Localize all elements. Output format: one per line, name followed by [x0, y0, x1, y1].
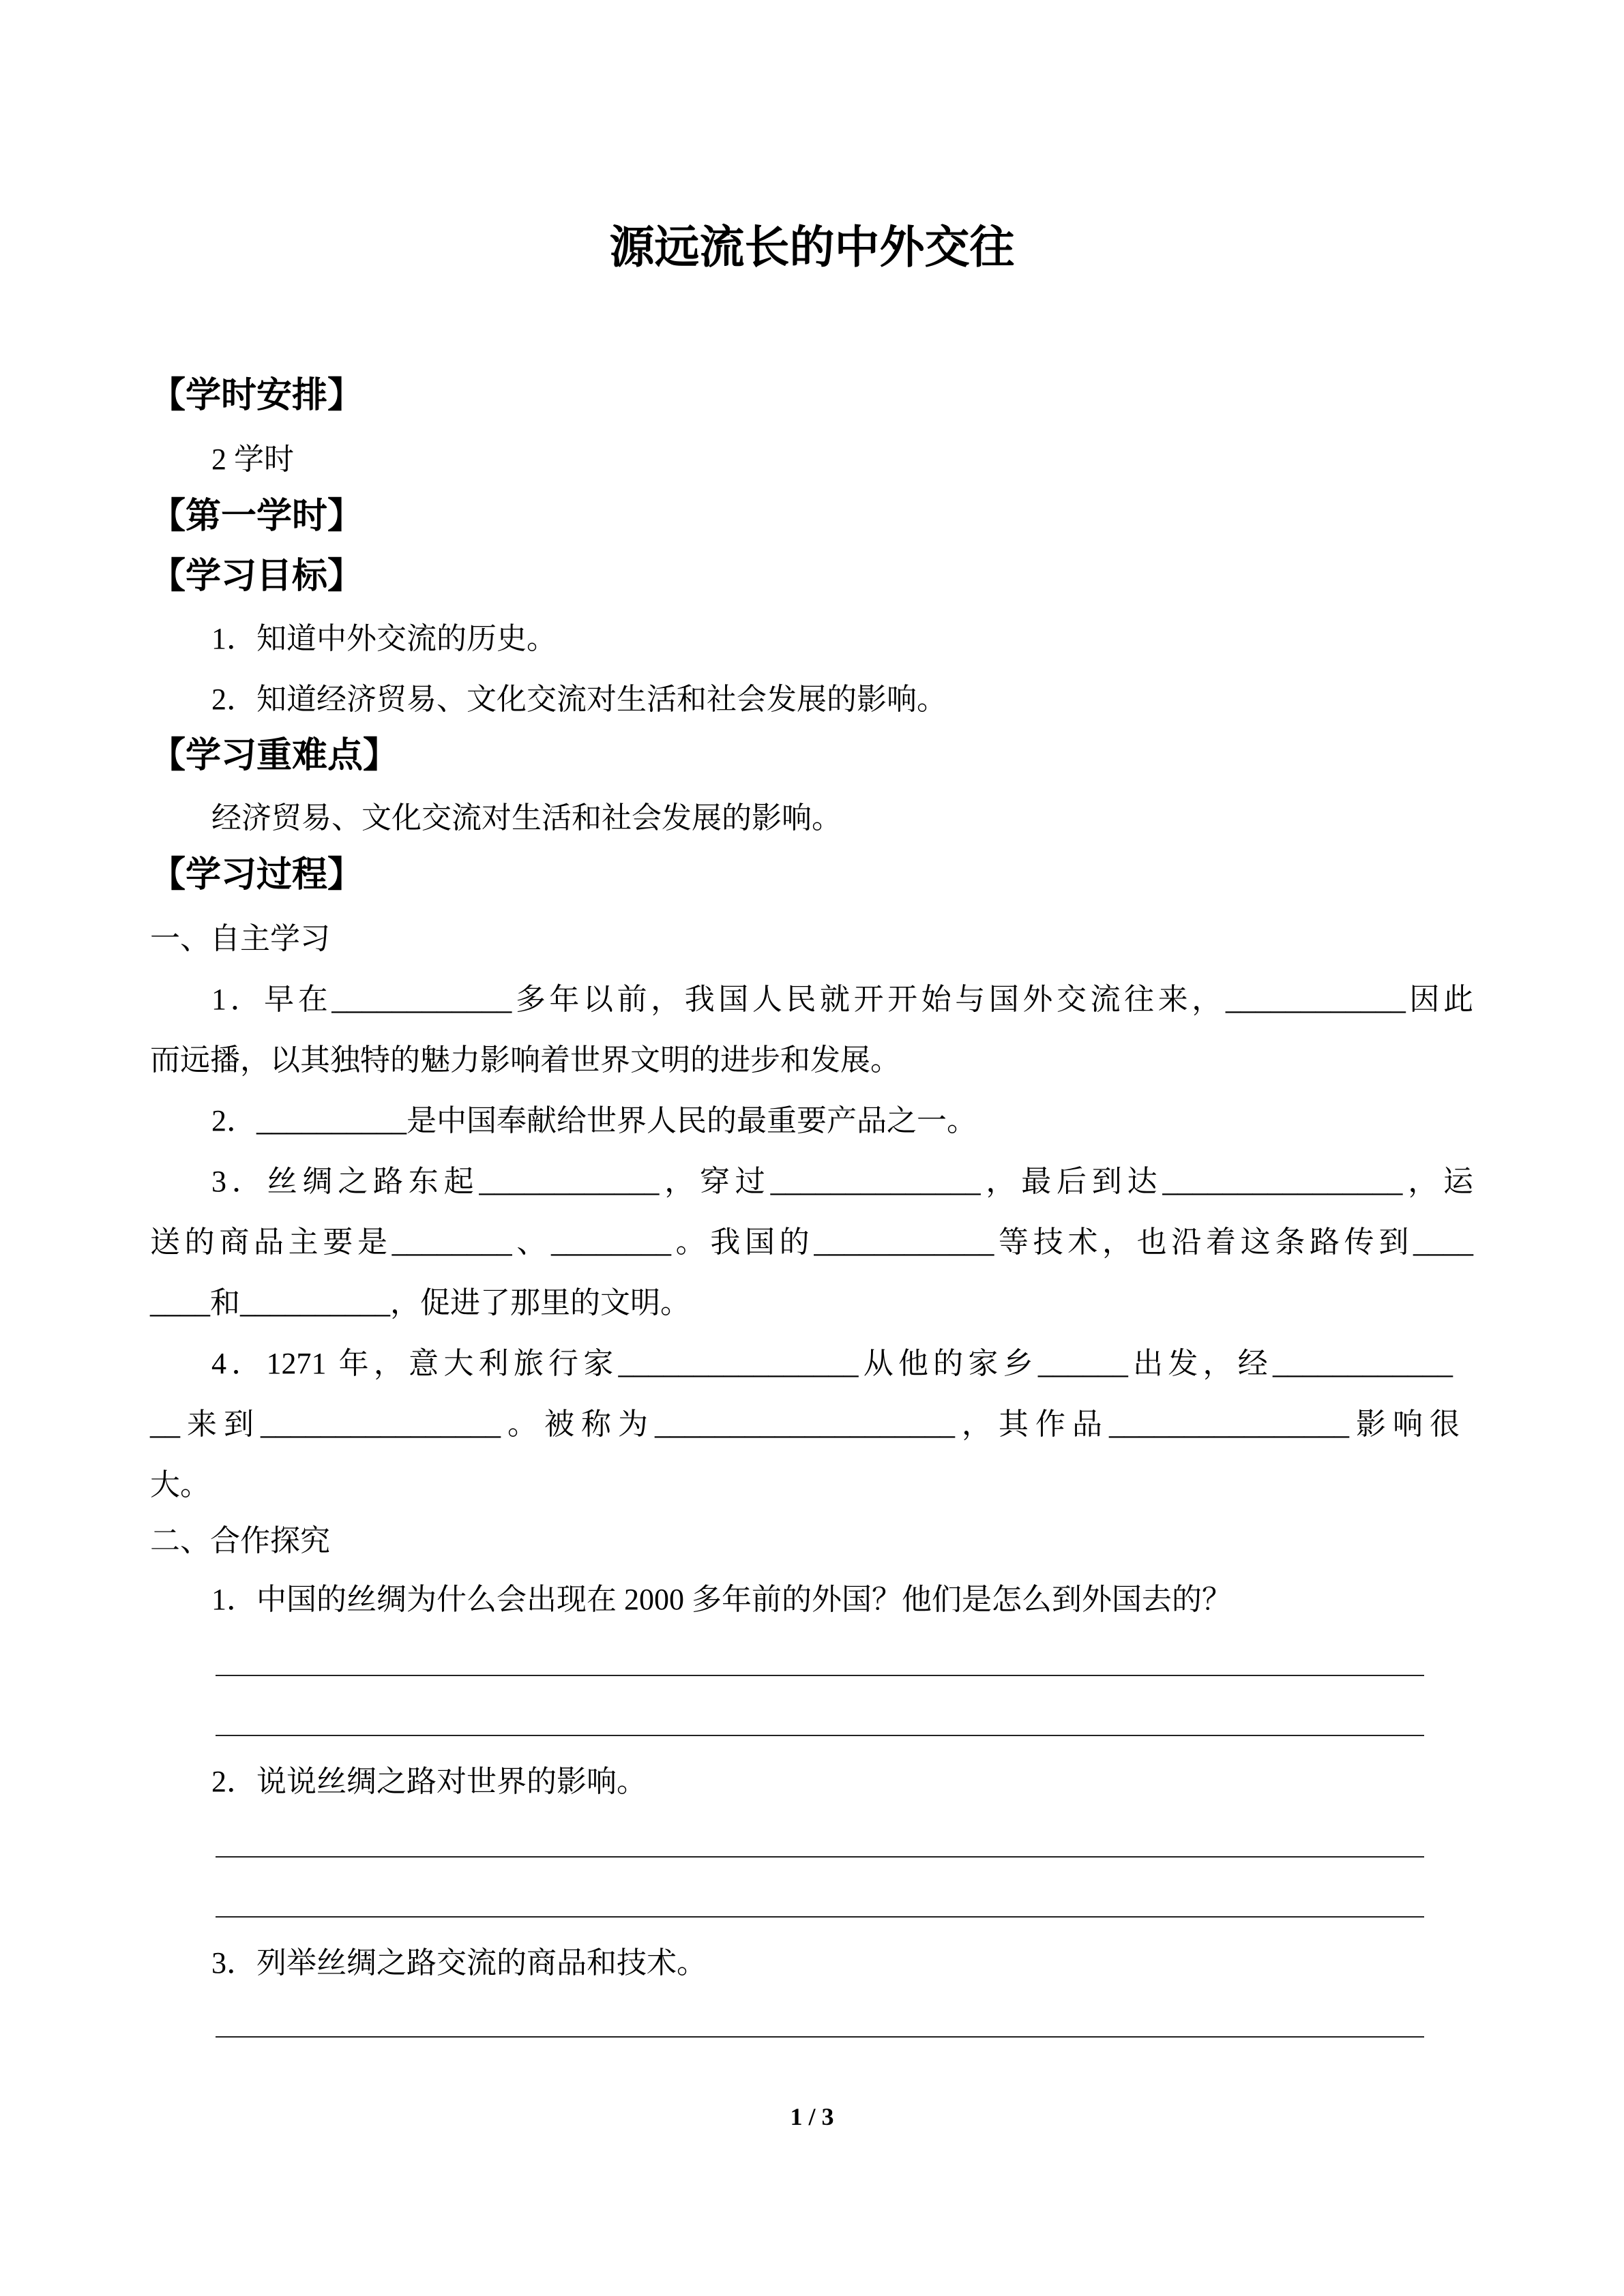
question-1-line-2: 而远播，以其独特的魅力影响着世界文明的进步和发展。	[150, 1043, 900, 1077]
question-3-line-3: ____和__________，促进了那里的文明。	[150, 1286, 690, 1320]
question-4-line-3: 大。	[150, 1468, 210, 1502]
cooperative-question-3: 3．列举丝绸之路交流的商品和技术。	[211, 1946, 707, 1980]
schedule-heading: 【学时安排】	[150, 375, 364, 416]
answer-line[interactable]	[216, 2036, 1424, 2038]
question-4-line-2: __来到________________。被称为____________________，其作品________________影响很	[150, 1407, 1460, 1441]
question-1-line-1: 1．早在____________多年以前，我国人民就开开始与国外交流往来，____________因此	[211, 983, 1473, 1016]
first-period-heading: 【第一学时】	[150, 496, 364, 537]
page-number: 1 / 3	[790, 2103, 834, 2130]
keypoints-heading: 【学习重难点】	[150, 735, 399, 776]
question-3-line-1: 3．丝绸之路东起____________，穿过______________，最后到达________________，运	[211, 1165, 1473, 1198]
goals-heading: 【学习目标】	[150, 556, 364, 597]
answer-line[interactable]	[216, 1675, 1424, 1676]
process-heading: 【学习过程】	[150, 854, 364, 895]
question-3-line-2: 送的商品主要是________、________。我国的____________等技术，也沿着这条路传到____	[150, 1225, 1473, 1259]
cooperative-title: 二、合作探究	[150, 1524, 330, 1557]
keypoints-text: 经济贸易、文化交流对生活和社会发展的影响。	[211, 801, 842, 835]
answer-line[interactable]	[216, 1856, 1424, 1858]
question-4-line-1: 4．1271 年，意大利旅行家________________从他的家乡______出发，经____________	[211, 1347, 1453, 1380]
schedule-text: 2 学时	[211, 443, 294, 476]
cooperative-question-1: 1．中国的丝绸为什么会出现在 2000 多年前的外国？他们是怎么到外国去的？	[211, 1583, 1232, 1616]
answer-line[interactable]	[216, 1916, 1424, 1918]
cooperative-question-2: 2．说说丝绸之路对世界的影响。	[211, 1765, 647, 1798]
goal-item: 1．知道中外交流的历史。	[211, 622, 557, 655]
answer-line[interactable]	[216, 1735, 1424, 1736]
page-title: 源远流长的中外交往	[609, 221, 1015, 273]
self-study-title: 一、自主学习	[150, 922, 330, 955]
question-2: 2．__________是中国奉献给世界人民的最重要产品之一。	[211, 1104, 977, 1137]
goal-item: 2．知道经济贸易、文化交流对生活和社会发展的影响。	[211, 683, 947, 716]
